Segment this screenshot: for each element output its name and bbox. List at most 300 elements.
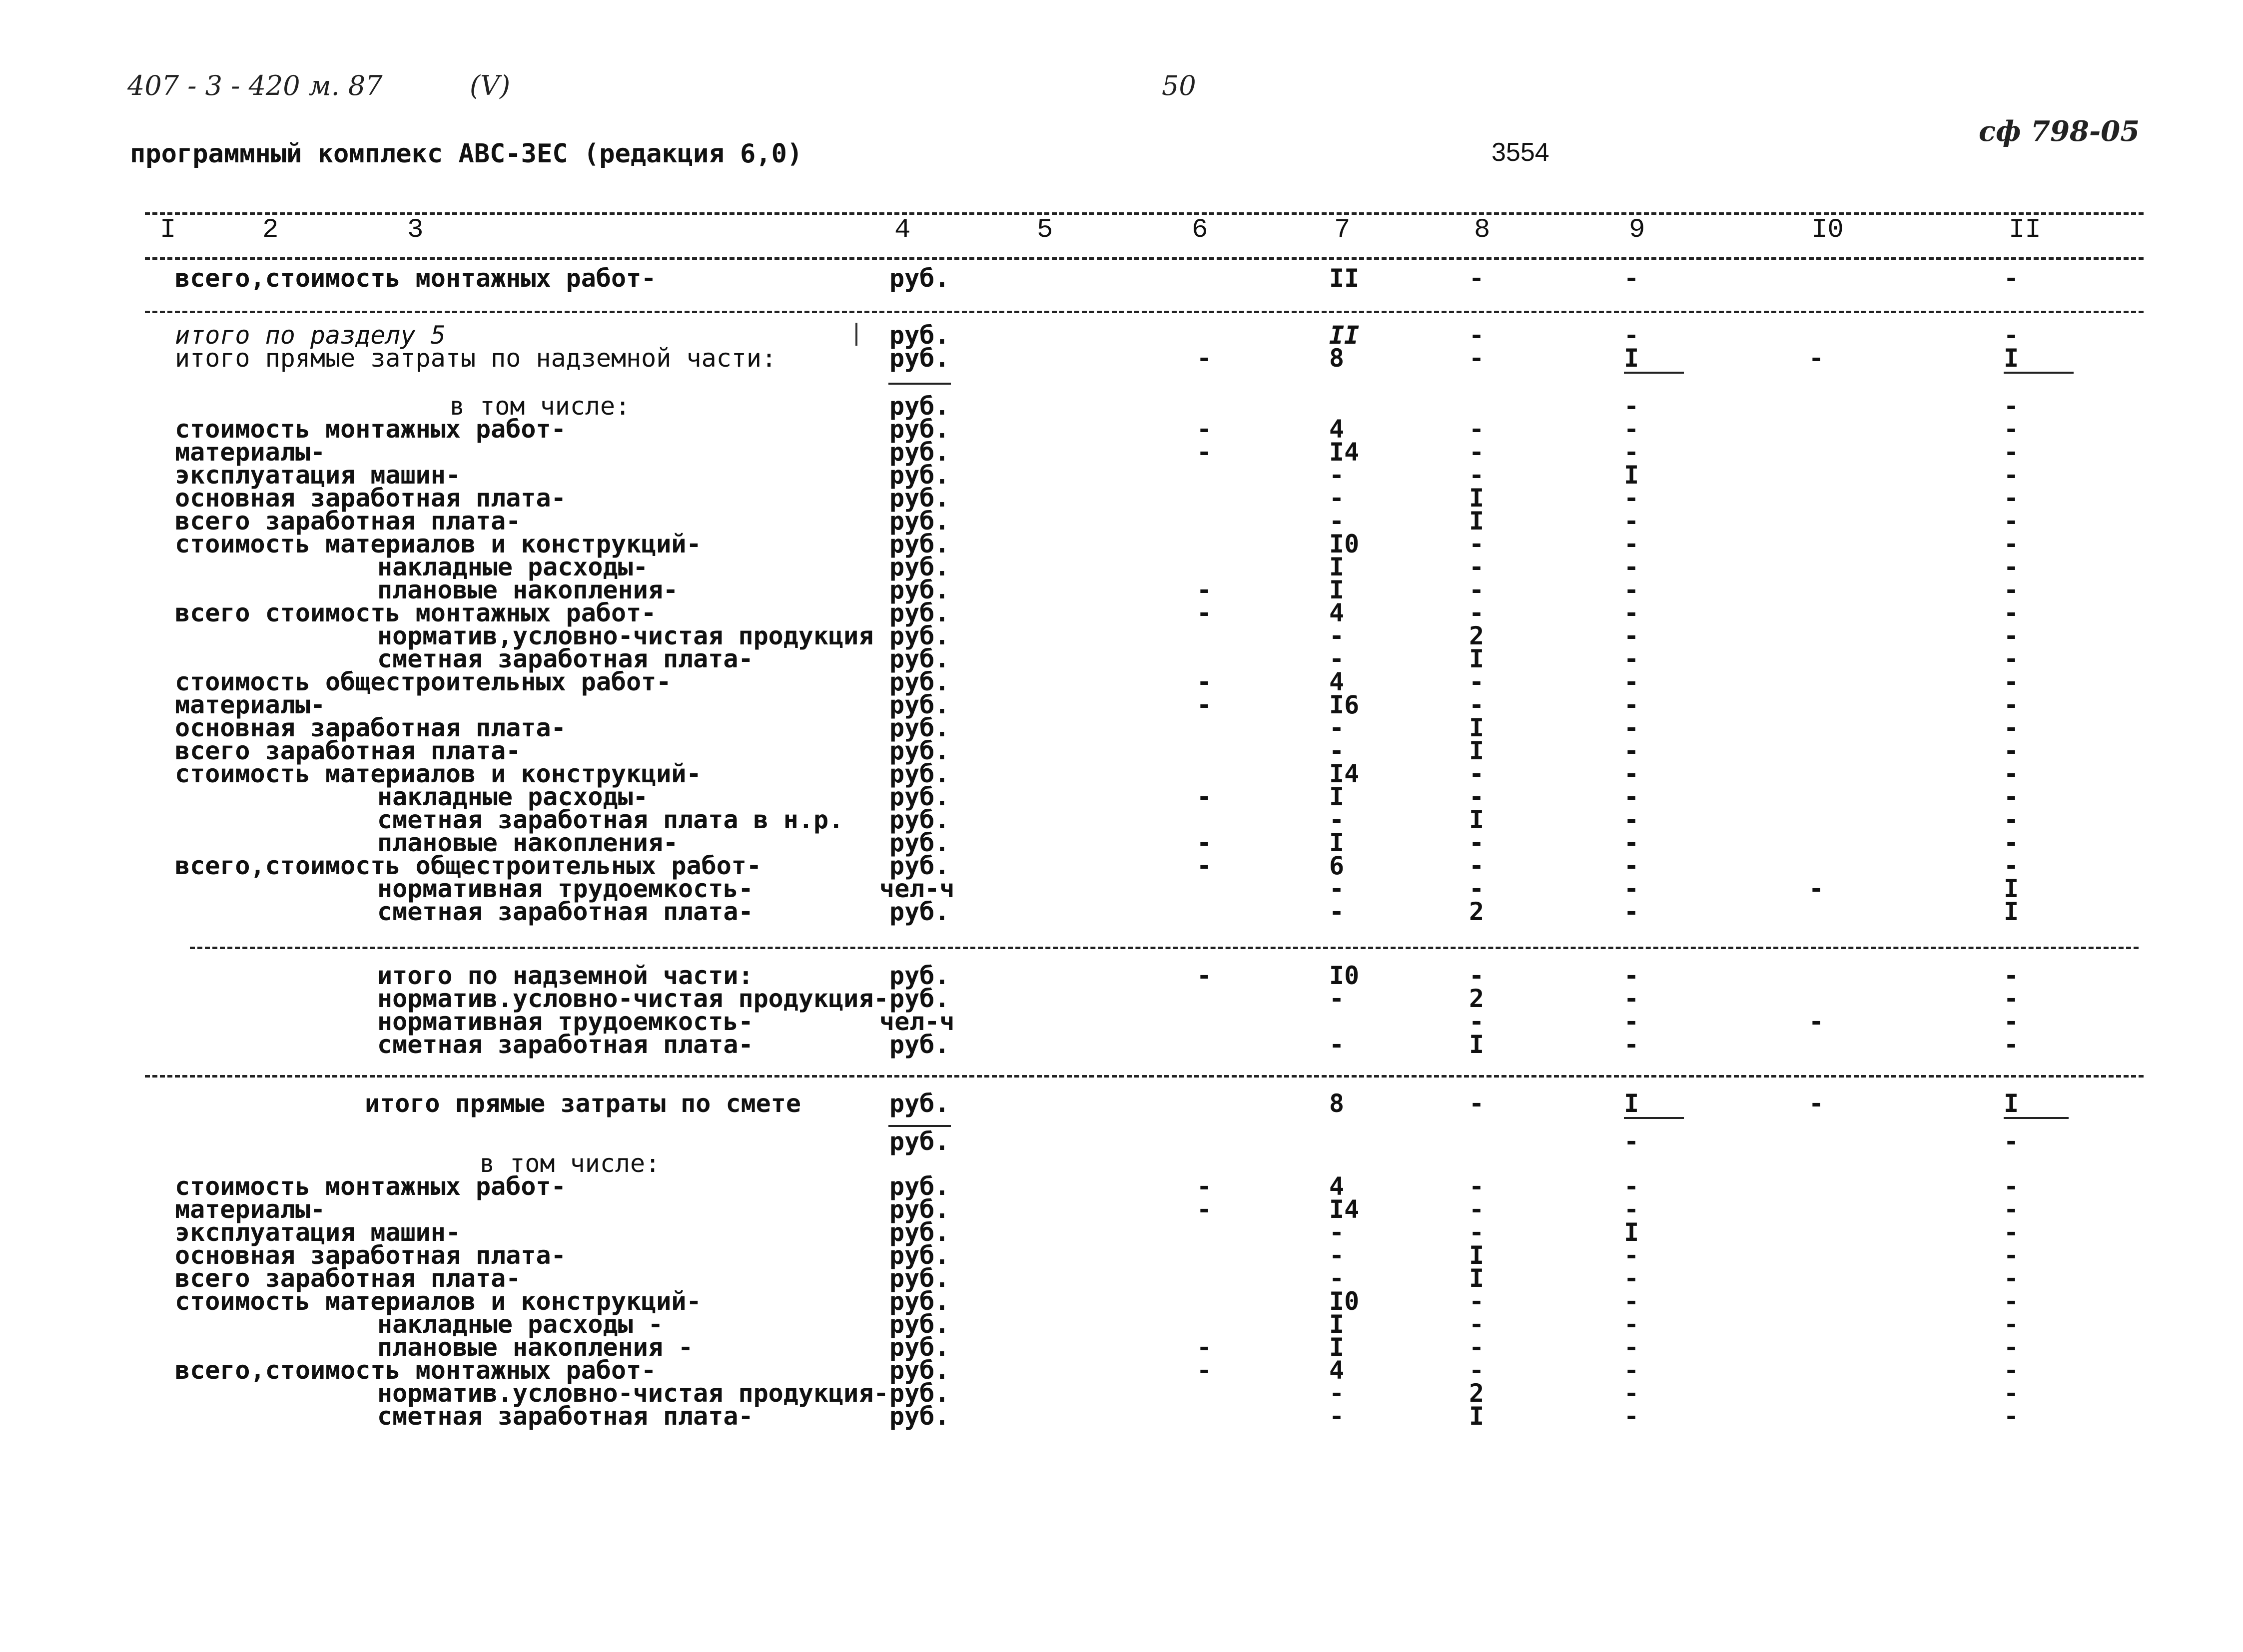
col9-value: - (1624, 552, 1639, 581)
column-header-7: 7 (1334, 215, 1351, 245)
table-row (0, 759, 2243, 788)
col7-value: 8 (1329, 344, 1345, 373)
row-label: материалы- (175, 690, 326, 719)
col7-value: 4 (1329, 1356, 1345, 1385)
row-label: всего,стоимость монтажных работ- (175, 264, 657, 293)
column-header-10: I0 (1811, 215, 1844, 245)
row-label: нормативная трудоемкость- (377, 874, 753, 903)
col7-value: - (1329, 621, 1345, 650)
row-unit: руб. (889, 644, 950, 673)
row-unit: руб. (889, 736, 950, 765)
col7-value: I (1329, 1333, 1345, 1362)
section-rule (190, 947, 2139, 949)
table-row (0, 264, 2243, 293)
column-header-6: 6 (1192, 215, 1208, 245)
col7-value: - (1329, 1379, 1345, 1408)
col8-value: - (1469, 828, 1485, 857)
col11-value: - (2004, 575, 2019, 604)
row-label: в том числе: (450, 392, 631, 421)
col11-value: - (2004, 438, 2019, 467)
col9-value: - (1624, 530, 1639, 558)
row-unit: руб. (889, 321, 950, 350)
row-unit: руб. (889, 851, 950, 880)
col11-value: - (2004, 1241, 2019, 1270)
table-row (0, 1007, 2243, 1036)
col7-value: 6 (1329, 851, 1345, 880)
col11-value: - (2004, 759, 2019, 788)
col9-value: - (1624, 961, 1639, 990)
table-row (0, 552, 2243, 581)
col8-value: - (1469, 1356, 1485, 1385)
col9-value: - (1624, 321, 1639, 350)
col6-value: - (1196, 828, 1212, 857)
row-unit: руб. (889, 1030, 950, 1059)
column-header-11: II (2009, 215, 2041, 245)
col11-value: - (2004, 805, 2019, 834)
col9-value: - (1624, 984, 1639, 1013)
col11-value: - (2004, 507, 2019, 536)
col11-value: - (2004, 1356, 2019, 1385)
col9-value: I (1624, 1089, 1639, 1118)
col11-value: - (2004, 667, 2019, 696)
col7-value: I0 (1329, 1287, 1360, 1316)
row-unit: руб. (889, 575, 950, 604)
row-label: сметная заработная плата- (377, 644, 753, 673)
row-unit: руб. (889, 1310, 950, 1339)
col6-value: - (1196, 438, 1212, 467)
col6-value: - (1196, 1172, 1212, 1201)
col7-value: I (1329, 575, 1345, 604)
col8-value: I (1469, 507, 1485, 536)
col8-value: - (1469, 264, 1485, 293)
col7-value: - (1329, 897, 1345, 926)
row-unit: чел-ч (879, 1007, 955, 1036)
col8-value: - (1469, 552, 1485, 581)
col10-value: - (1809, 1007, 1824, 1036)
col8-value: I (1469, 713, 1485, 742)
row-label: накладные расходы- (377, 552, 648, 581)
sheet-number: 3554 (1492, 138, 1549, 167)
col7-value: - (1329, 805, 1345, 834)
row-unit: руб. (889, 392, 950, 421)
row-label: эксплуатация машин- (175, 1218, 461, 1247)
header-bottom-rule (145, 257, 2144, 260)
row-unit: руб. (889, 461, 950, 490)
col11-value: - (2004, 1172, 2019, 1201)
row-unit: руб. (889, 1402, 950, 1431)
row-label: основная заработная плата- (175, 713, 566, 742)
doc-mark: (V) (470, 70, 511, 101)
col11-value: - (2004, 1264, 2019, 1293)
col9-value: - (1624, 621, 1639, 650)
row-label: всего,стоимость монтажных работ- (175, 1356, 657, 1385)
col9-value: - (1624, 897, 1639, 926)
row-unit: руб. (889, 344, 950, 373)
col8-value: I (1469, 805, 1485, 834)
page-number: 50 (1162, 70, 1196, 101)
column-header-8: 8 (1474, 215, 1491, 245)
col6-value: - (1196, 1333, 1212, 1362)
col9-underline (1624, 372, 1684, 374)
section-rule (145, 311, 2144, 313)
col8-value: - (1469, 690, 1485, 719)
col8-value: - (1469, 782, 1485, 811)
col9-value: - (1624, 1195, 1639, 1224)
table-row (0, 415, 2243, 444)
col8-value: - (1469, 759, 1485, 788)
col9-value: - (1624, 507, 1639, 536)
col11-value: - (2004, 644, 2019, 673)
col7-value: - (1329, 984, 1345, 1013)
col6-value: - (1196, 344, 1212, 373)
col6-value: - (1196, 690, 1212, 719)
col9-value: - (1624, 1030, 1639, 1059)
col7-value: II (1329, 321, 1360, 350)
row-label: стоимость материалов и конструкций- (175, 1287, 702, 1316)
col9-value: - (1624, 1402, 1639, 1431)
row-unit: руб. (889, 1264, 950, 1293)
column-header-1: I (160, 215, 176, 245)
row-label: сметная заработная плата- (377, 1402, 753, 1431)
row-label: в том числе: (480, 1149, 661, 1178)
col8-value: 2 (1469, 984, 1485, 1013)
col11-value: - (2004, 484, 2019, 513)
col11-value: - (2004, 321, 2019, 350)
col11-value: - (2004, 713, 2019, 742)
col8-value: - (1469, 1287, 1485, 1316)
col11-value: - (2004, 1007, 2019, 1036)
row-label: стоимость общестроительных работ- (175, 667, 672, 696)
row-label: всего стоимость монтажных работ- (175, 598, 657, 627)
col9-value: - (1624, 1356, 1639, 1385)
column-header-5: 5 (1037, 215, 1053, 245)
table-row (0, 874, 2243, 903)
row-label: всего заработная плата- (175, 1264, 521, 1293)
row-label: норматив.условно-чистая продукция- (377, 1379, 889, 1408)
row-unit: руб. (889, 264, 950, 293)
col11-value: - (2004, 1195, 2019, 1224)
col7-value: - (1329, 484, 1345, 513)
col7-value: 4 (1329, 598, 1345, 627)
col9-value: - (1624, 1127, 1639, 1156)
row-label: плановые накопления- (377, 575, 679, 604)
col8-value: - (1469, 961, 1485, 990)
col8-value: - (1469, 1310, 1485, 1339)
row-unit: руб. (889, 484, 950, 513)
col11-value: - (2004, 552, 2019, 581)
col11-underline (2004, 372, 2074, 374)
row-label: плановые накопления - (377, 1333, 694, 1362)
table-row (0, 897, 2243, 926)
col8-value: I (1469, 1030, 1485, 1059)
row-label: накладные расходы- (377, 782, 648, 811)
col8-value: I (1469, 644, 1485, 673)
col9-value: - (1624, 575, 1639, 604)
col7-value: II (1329, 264, 1360, 293)
table-row (0, 984, 2243, 1013)
col11-value: - (2004, 621, 2019, 650)
row-unit: руб. (889, 1333, 950, 1362)
col7-value: - (1329, 1030, 1345, 1059)
row-unit: руб. (889, 1287, 950, 1316)
col10-value: - (1809, 874, 1824, 903)
row-label: итого по разделу 5 (175, 321, 446, 350)
col8-value: - (1469, 321, 1485, 350)
table-top-rule (145, 212, 2144, 215)
col8-value: - (1469, 1333, 1485, 1362)
col9-value: - (1624, 713, 1639, 742)
col8-value: I (1469, 484, 1485, 513)
row-label: накладные расходы - (377, 1310, 663, 1339)
row-label: итого по надземной части: (377, 961, 753, 990)
col11-value: - (2004, 736, 2019, 765)
row-unit: руб. (889, 1172, 950, 1201)
col11-value: - (2004, 598, 2019, 627)
col11-value: - (2004, 264, 2019, 293)
row-unit: руб. (889, 759, 950, 788)
col8-value: - (1469, 344, 1485, 373)
col7-value: I4 (1329, 438, 1360, 467)
table-row (0, 961, 2243, 990)
col9-value: - (1624, 805, 1639, 834)
col8-value: - (1469, 598, 1485, 627)
col9-value: I (1624, 1218, 1639, 1247)
row-label: сметная заработная плата в н.р. (377, 805, 844, 834)
row-unit: руб. (889, 438, 950, 467)
col9-value: - (1624, 782, 1639, 811)
column-header-2: 2 (262, 215, 279, 245)
table-row (0, 782, 2243, 811)
section-rule (145, 1075, 2144, 1078)
col11-value: - (2004, 1030, 2019, 1059)
row-unit: руб. (889, 1127, 950, 1156)
col10-value: - (1809, 1089, 1824, 1118)
col8-value: I (1469, 1241, 1485, 1270)
row-label: норматив.условно-чистая продукция- (377, 984, 889, 1013)
col8-value: - (1469, 1195, 1485, 1224)
col8-value: - (1469, 575, 1485, 604)
col11-value: - (2004, 690, 2019, 719)
col8-value: 2 (1469, 1379, 1485, 1408)
table-row (0, 1356, 2243, 1385)
row-label: плановые накопления- (377, 828, 679, 857)
margin-mark (855, 323, 857, 346)
col8-value: 2 (1469, 621, 1485, 650)
table-row (0, 1287, 2243, 1316)
col8-value: - (1469, 1218, 1485, 1247)
row-label: сметная заработная плата- (377, 1030, 753, 1059)
col9-value: - (1624, 598, 1639, 627)
col9-value: - (1624, 1264, 1639, 1293)
col7-value: - (1329, 736, 1345, 765)
row-unit: руб. (889, 1241, 950, 1270)
col11-value: - (2004, 1287, 2019, 1316)
col9-value: - (1624, 690, 1639, 719)
col7-value: - (1329, 1241, 1345, 1270)
col10-value: - (1809, 344, 1824, 373)
row-unit: руб. (889, 1195, 950, 1224)
col7-value: I6 (1329, 690, 1360, 719)
row-unit: руб. (889, 961, 950, 990)
col9-value: I (1624, 461, 1639, 490)
col7-value: - (1329, 1264, 1345, 1293)
row-label: эксплуатация машин- (175, 461, 461, 490)
col6-value: - (1196, 598, 1212, 627)
col7-value: I4 (1329, 759, 1360, 788)
table-row (0, 1030, 2243, 1059)
row-unit: руб. (889, 782, 950, 811)
col9-value: - (1624, 667, 1639, 696)
col11-value: - (2004, 1310, 2019, 1339)
col11-value: I (2004, 874, 2019, 903)
col9-value: - (1624, 851, 1639, 880)
col11-value: I (2004, 897, 2019, 926)
col11-value: - (2004, 851, 2019, 880)
col6-value: - (1196, 1356, 1212, 1385)
row-unit: руб. (889, 690, 950, 719)
col6-value: - (1196, 575, 1212, 604)
col8-value: - (1469, 438, 1485, 467)
row-unit: руб. (889, 621, 950, 650)
row-label: норматив,условно-чистая продукция (377, 621, 874, 650)
table-row (0, 1172, 2243, 1201)
col9-value: - (1624, 484, 1639, 513)
column-header-9: 9 (1629, 215, 1645, 245)
row-label: итого прямые затраты по смете (365, 1089, 801, 1118)
col8-value: I (1469, 1402, 1485, 1431)
col7-value: 4 (1329, 1172, 1345, 1201)
col7-value: I0 (1329, 961, 1360, 990)
row-unit: руб. (889, 805, 950, 834)
row-unit: руб. (889, 1356, 950, 1385)
col11-value: - (2004, 1379, 2019, 1408)
col7-value: - (1329, 874, 1345, 903)
table-row (0, 530, 2243, 558)
col11-value: - (2004, 392, 2019, 421)
col7-value: I (1329, 828, 1345, 857)
col7-value: - (1329, 713, 1345, 742)
col11-value: - (2004, 461, 2019, 490)
table-row (0, 1127, 2243, 1156)
column-header-3: 3 (407, 215, 424, 245)
col6-value: - (1196, 782, 1212, 811)
row-unit: руб. (889, 552, 950, 581)
col11-value: - (2004, 984, 2019, 1013)
col7-value: 8 (1329, 1089, 1345, 1118)
col9-value: - (1624, 1172, 1639, 1201)
row-label: стоимость монтажных работ- (175, 1172, 566, 1201)
col7-value: - (1329, 1218, 1345, 1247)
row-unit: руб. (889, 1218, 950, 1247)
row-label: нормативная трудоемкость- (377, 1007, 753, 1036)
col9-value: - (1624, 828, 1639, 857)
col9-value: - (1624, 736, 1639, 765)
col8-value: - (1469, 851, 1485, 880)
col7-value: - (1329, 461, 1345, 490)
col7-value: I (1329, 1310, 1345, 1339)
col7-value: - (1329, 644, 1345, 673)
col7-value: I0 (1329, 530, 1360, 558)
col11-value: - (2004, 782, 2019, 811)
table-row (0, 805, 2243, 834)
row-unit: руб. (889, 1379, 950, 1408)
col8-value: I (1469, 1264, 1485, 1293)
col7-value: - (1329, 507, 1345, 536)
col11-value: I (2004, 344, 2019, 373)
col9-underline (1624, 1117, 1684, 1119)
col6-value: - (1196, 415, 1212, 444)
unit-underline (888, 383, 951, 385)
row-label: сметная заработная плата- (377, 897, 753, 926)
row-label: основная заработная плата- (175, 1241, 566, 1270)
col11-value: I (2004, 1089, 2019, 1118)
row-unit: руб. (889, 984, 950, 1013)
row-unit: руб. (889, 828, 950, 857)
doc-code: 407 - 3 - 420 м. 87 (127, 70, 383, 101)
row-unit: руб. (889, 713, 950, 742)
col9-value: - (1624, 392, 1639, 421)
col8-value: - (1469, 1089, 1485, 1118)
row-unit: руб. (889, 1089, 950, 1118)
table-row (0, 598, 2243, 627)
table-row (0, 621, 2243, 650)
col8-value: - (1469, 874, 1485, 903)
col9-value: - (1624, 1007, 1639, 1036)
row-label: итого прямые затраты по надземной части: (175, 344, 777, 373)
row-unit: чел-ч (879, 874, 955, 903)
row-label: всего заработная плата- (175, 736, 521, 765)
program-title: программный комплекс АВС-ЗЕС (редакция 6,0) (130, 139, 803, 169)
row-label: основная заработная плата- (175, 484, 566, 513)
row-unit: руб. (889, 667, 950, 696)
row-label: материалы- (175, 1195, 326, 1224)
row-unit: руб. (889, 598, 950, 627)
col6-value: - (1196, 851, 1212, 880)
col11-value: - (2004, 1333, 2019, 1362)
row-unit: руб. (889, 415, 950, 444)
col8-value: - (1469, 1007, 1485, 1036)
col9-value: - (1624, 1241, 1639, 1270)
col8-value: 2 (1469, 897, 1485, 926)
table-row (0, 1089, 2243, 1118)
col7-value: 4 (1329, 415, 1345, 444)
row-label: материалы- (175, 438, 326, 467)
col6-value: - (1196, 667, 1212, 696)
col8-value: - (1469, 1172, 1485, 1201)
row-label: стоимость материалов и конструкций- (175, 759, 702, 788)
col8-value: - (1469, 530, 1485, 558)
col11-value: - (2004, 1218, 2019, 1247)
col11-value: - (2004, 1127, 2019, 1156)
table-row (0, 667, 2243, 696)
col11-value: - (2004, 415, 2019, 444)
row-unit: руб. (889, 897, 950, 926)
table-row (0, 851, 2243, 880)
col9-value: - (1624, 438, 1639, 467)
col9-value: - (1624, 415, 1639, 444)
col9-value: - (1624, 759, 1639, 788)
col11-value: - (2004, 961, 2019, 990)
col9-value: - (1624, 874, 1639, 903)
col7-value: I (1329, 552, 1345, 581)
col11-value: - (2004, 1402, 2019, 1431)
table-row (0, 344, 2243, 373)
col7-value: 4 (1329, 667, 1345, 696)
col8-value: - (1469, 667, 1485, 696)
col6-value: - (1196, 1195, 1212, 1224)
col8-value: I (1469, 736, 1485, 765)
col9-value: - (1624, 644, 1639, 673)
